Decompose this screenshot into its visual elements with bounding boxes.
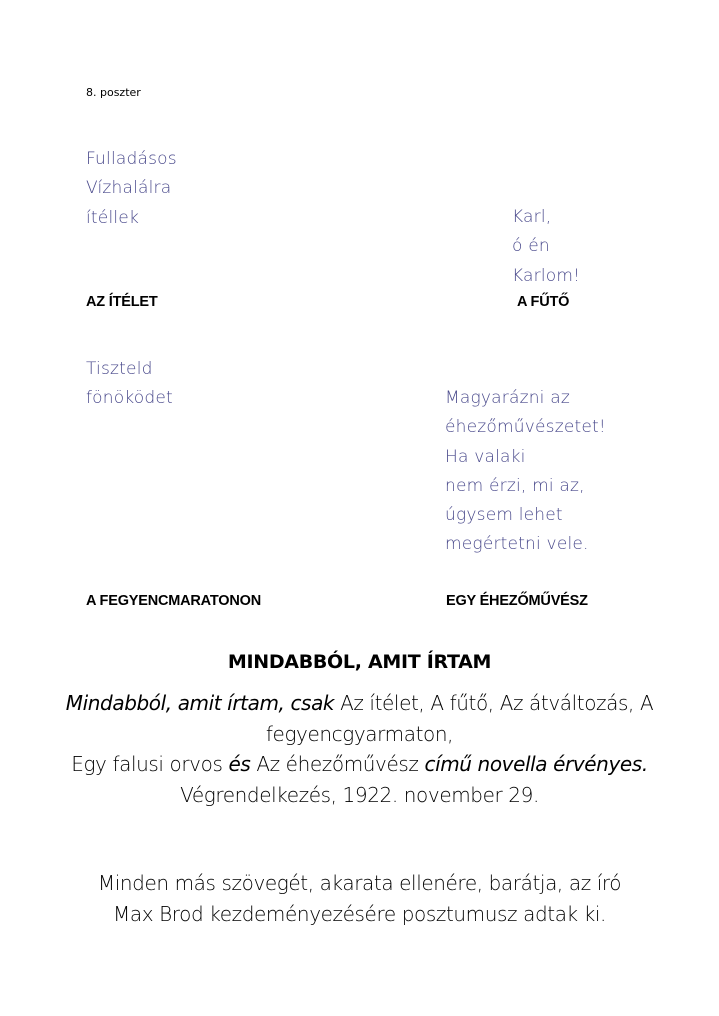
quote-line: ó én (512, 236, 550, 257)
text-run: Az éhezőművész (250, 752, 425, 776)
text-run: Végrendelkezés, 1922. november 29. (180, 782, 539, 807)
section-title: MINDABBÓL, AMIT ÍRTAM (227, 651, 492, 673)
text-italic: Mindabból, amit írtam, csak (65, 691, 335, 715)
posthumous-paragraph: Minden más szövegét, akarata ellenére, barátja, az író Max Brod kezdeményezésére posztumusz adtak ki. (97, 871, 622, 926)
text-run: Az ítélet, A fűtő, Az átváltozás, A fegyencgyarmaton, (265, 691, 654, 746)
quote-line: Tiszteld (86, 359, 153, 379)
quote-fegyenc (86, 355, 173, 414)
quote-line: Ha valaki (445, 446, 526, 467)
caption-itelet: AZ ÍTÉLET (86, 294, 158, 310)
text-italic: című novella érvényes. (424, 752, 648, 776)
text-italic: és (228, 752, 251, 776)
quote-line: Fulladásos (86, 149, 177, 169)
quote-line: Karl, (512, 207, 552, 227)
caption-futo: A FŰTŐ (517, 294, 570, 310)
page-label: 8. poszter (86, 86, 141, 99)
quote-line: Vízhalálra (86, 178, 172, 199)
quote-futo (512, 203, 580, 291)
caption-fegyencmaratonon: A FEGYENCMARATONON (86, 593, 261, 609)
caption-ehezomuvesz: EGY ÉHEZŐMŰVÉSZ (446, 593, 588, 609)
text-run: Egy falusi orvos (71, 752, 229, 776)
quote-line: úgysem lehet (445, 505, 563, 526)
quote-line: ítéllek (86, 207, 139, 228)
quote-line: nem érzi, mi az, (445, 475, 585, 496)
quote-line: Magyarázni az (445, 388, 570, 408)
quote-itelet (86, 145, 177, 233)
quote-line: Karlom! (512, 265, 581, 286)
quote-ehezomuvesz (445, 384, 606, 560)
quote-line: éhezőművészetet! (445, 417, 606, 438)
testament-paragraph (60, 688, 659, 810)
quote-line: fönöködet (86, 388, 173, 409)
quote-line: megértetni vele. (445, 534, 589, 555)
